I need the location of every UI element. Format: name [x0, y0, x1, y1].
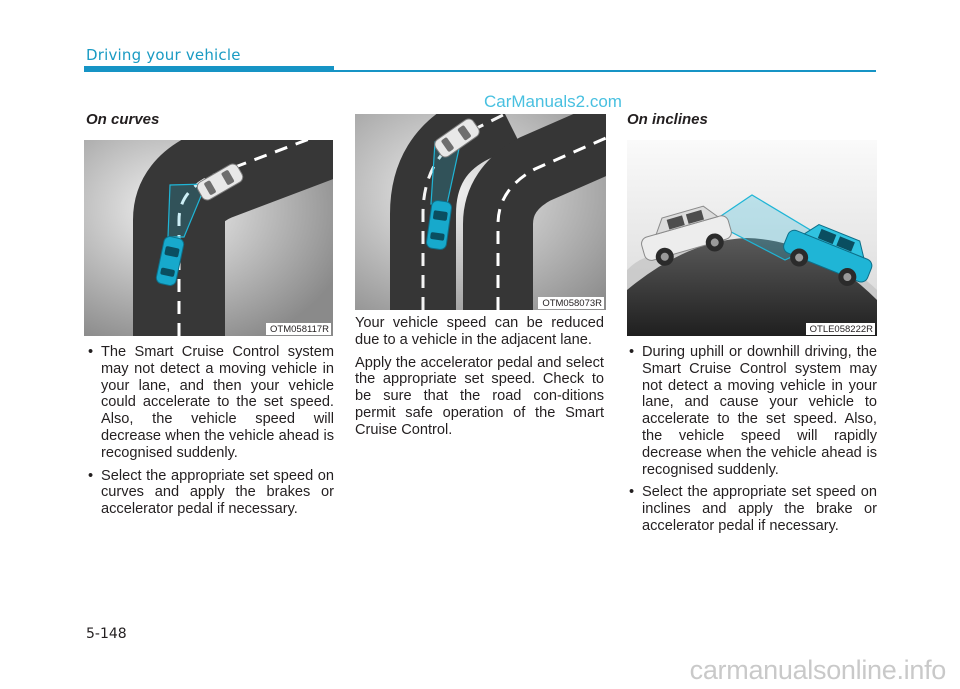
figure-code-label: OTM058073R	[538, 297, 604, 309]
bullet-item: • The Smart Cruise Control system may not detect a moving vehicle in your lane, and then your vehicle could accelerate to the set speed. Also, the vehicle speed will decrease when the vehicle ahead is recognised suddenly.	[86, 344, 334, 462]
figure-adjacent-lane-illustration	[355, 114, 606, 310]
page-number: 5-148	[86, 626, 127, 642]
col3-body	[627, 344, 877, 541]
col1-body	[86, 344, 334, 524]
bullet-item: • Select the appropriate set speed on inclines and apply the brake or accelerator pedal if necessary.	[627, 484, 877, 534]
heading-on-inclines: On inclines	[627, 111, 708, 128]
figure-curve-illustration	[84, 140, 333, 336]
heading-on-curves: On curves	[86, 111, 160, 128]
paragraph: Your vehicle speed can be reduced due to a vehicle in the adjacent lane.	[355, 315, 604, 348]
bullet-item: • Select the appropriate set speed on curves and apply the brakes or accelerator pedal if necessary.	[86, 468, 334, 518]
carmanuals-watermark: CarManuals2.com	[484, 92, 622, 111]
figure-code-label: OTM058117R	[266, 323, 331, 335]
header-rule-thin	[334, 70, 876, 72]
site-watermark: carmanualsonline.info	[689, 655, 946, 685]
figure-incline-illustration	[627, 140, 877, 336]
paragraph: Apply the accelerator pedal and select the appropriate set speed. Check to be sure that the road con-ditions permit safe operation of the Smart Cruise Control.	[355, 354, 604, 438]
bullet-item: • During uphill or downhill driving, the Smart Cruise Control system may not detect a moving vehicle in your lane, and cause your vehicle to accelerate to the set speed. Also, the vehicle speed will rapidly decrease when the vehicle ahead is recognised suddenly.	[627, 344, 877, 478]
section-header-title: Driving your vehicle	[86, 46, 241, 64]
col2-body	[355, 315, 604, 445]
header-rule-thick	[84, 66, 334, 72]
figure-code-label: OTLE058222R	[806, 323, 875, 335]
